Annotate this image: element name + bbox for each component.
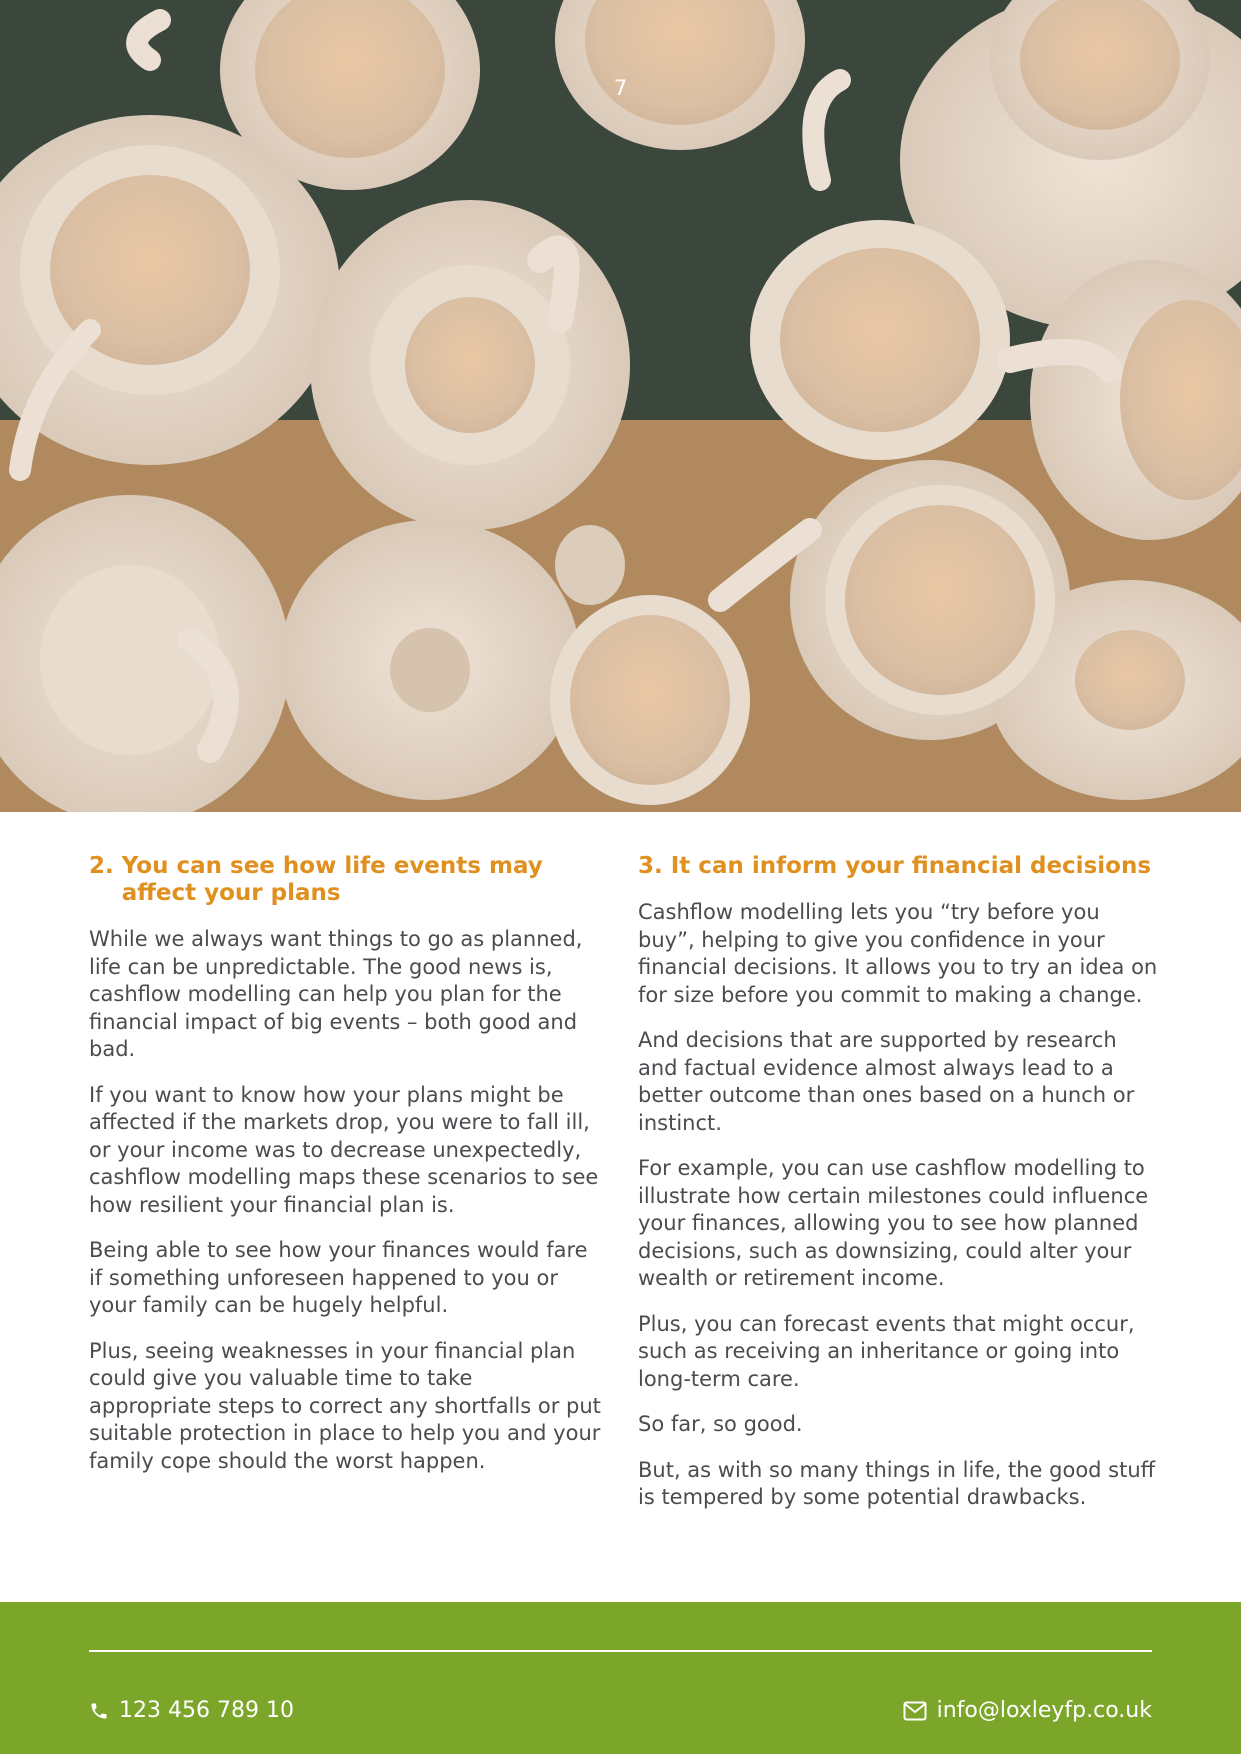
phone-number[interactable]: 123 456 789 10 — [119, 1698, 294, 1723]
paragraph: But, as with so many things in life, the good stuff is tempered by some potential drawbacks. — [638, 1457, 1156, 1509]
section-heading — [638, 853, 1158, 880]
section-life-events — [89, 853, 601, 1493]
phone-contact[interactable] — [89, 1698, 294, 1723]
section-number: 2. — [89, 853, 114, 879]
footer-divider — [89, 1650, 1152, 1652]
footer — [0, 1602, 1241, 1754]
hero-photo — [0, 0, 1241, 812]
section-title: It can inform your financial decisions — [670, 853, 1152, 879]
paragraph: Cashflow modelling lets you “try before you buy”, helping to give you confidence in your financial decisions. It allows you to try an idea on for size before you commit to making a change. — [638, 900, 1158, 1007]
section-number: 3. — [638, 853, 663, 879]
email-address[interactable]: info@loxleyfp.co.uk — [936, 1698, 1152, 1723]
paragraph: While we always want things to go as planned, life can be unpredictable. The good news is, cashflow modelling can help you plan for the financial impact of big events – both good and bad. — [89, 927, 583, 1061]
phone-icon — [89, 1701, 109, 1721]
paragraph: Plus, seeing weaknesses in your financial plan could give you valuable time to take appropriate steps to correct any shortfalls or put suitable protection in place to help you and your family cope should the worst happen. — [89, 1338, 601, 1473]
email-contact[interactable] — [903, 1698, 1152, 1723]
paragraph: Plus, you can forecast events that might occur, such as receiving an inheritance or going into long-term care. — [638, 1311, 1135, 1391]
paragraph: And decisions that are supported by research and factual evidence almost always lead to a better outcome than ones based on a hunch or instinct. — [638, 1028, 1135, 1135]
paragraph: Being able to see how your finances would fare if something unforeseen happened to you or your family can be hugely helpful. — [89, 1238, 588, 1317]
section-heading — [89, 853, 601, 907]
paragraph: If you want to know how your plans might be affected if the markets drop, you were to fall ill, or your income was to decrease unexpectedly, cashflow modelling maps these scenarios to see how resilient your financial plan is. — [89, 1082, 599, 1217]
page-number: 7 — [613, 76, 628, 100]
section-financial-decisions — [638, 853, 1158, 1530]
envelope-icon — [903, 1701, 927, 1721]
paragraph: So far, so good. — [638, 1412, 803, 1436]
section-title: You can see how life events may affect your plans — [121, 853, 543, 906]
paragraph: For example, you can use cashflow modelling to illustrate how certain milestones could influence your finances, allowing you to see how planned decisions, such as downsizing, could alter your wealth or retirement income. — [638, 1156, 1149, 1290]
pottery-illustration — [0, 0, 1241, 812]
